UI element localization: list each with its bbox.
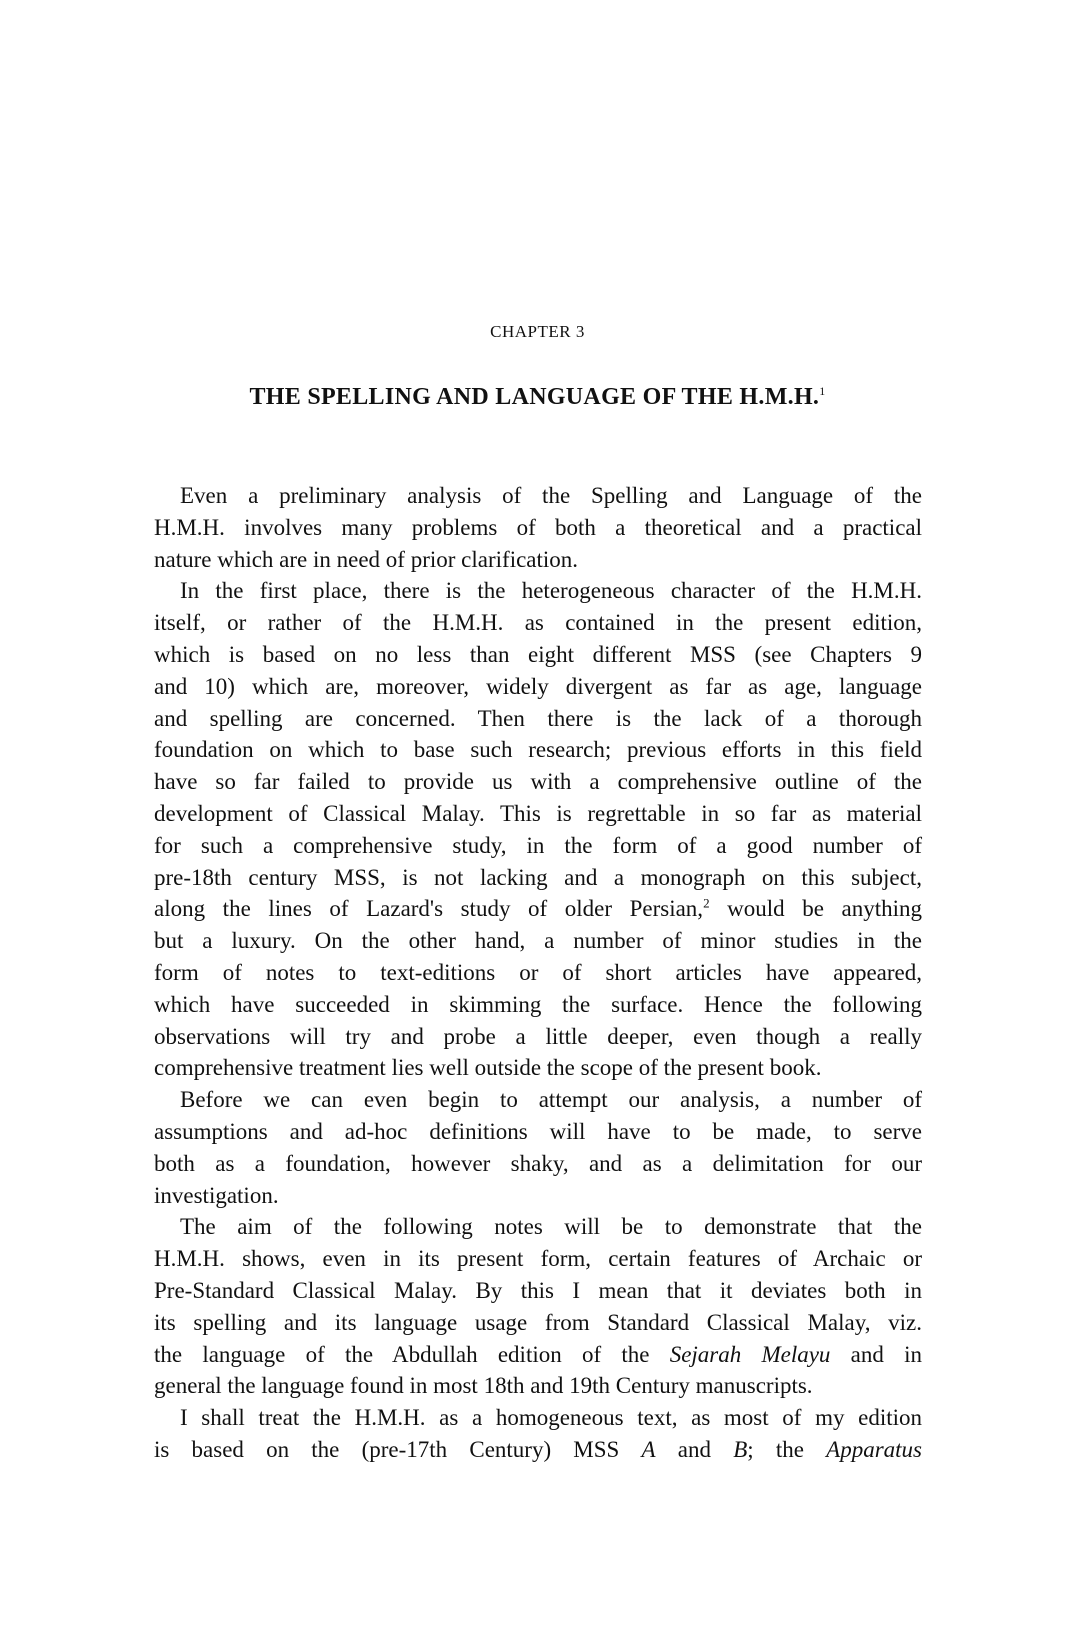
italic-ms-label: B	[733, 1436, 748, 1462]
text-line	[154, 1434, 922, 1466]
italic-title: Sejarah Melayu	[669, 1341, 831, 1367]
text-fragment: and in	[830, 1341, 922, 1367]
text-line: have so far failed to provide us with a comprehensive outline of the	[154, 769, 922, 795]
text-line: form of notes to text-editions or of short articles have appeared,	[154, 959, 922, 985]
text-line: investigation.	[154, 1182, 279, 1208]
text-line: foundation on which to base such research; previous efforts in this field	[154, 737, 922, 763]
chapter-label: CHAPTER 3	[490, 322, 585, 341]
text-fragment: ; the	[747, 1436, 827, 1462]
text-line: nature which are in need of prior clarification.	[154, 546, 579, 572]
text-line: pre-18th century MSS, is not lacking and a monograph on this subject,	[154, 864, 922, 890]
title-footnote-marker: 1	[819, 384, 826, 398]
text-line: itself, or rather of the H.M.H. as contained in the present edition,	[154, 610, 922, 636]
text-line: comprehensive treatment lies well outside the scope of the present book.	[154, 1055, 822, 1081]
italic-ms-label: A	[641, 1436, 656, 1462]
chapter-title-text: THE SPELLING AND LANGUAGE OF THE H.M.H.	[249, 384, 820, 410]
text-line: which have succeeded in skimming the surface. Hence the following	[154, 991, 922, 1017]
text-line: H.M.H. involves many problems of both a theoretical and a practical	[154, 514, 922, 540]
text-line: H.M.H. shows, even in its present form, certain features of Archaic or	[154, 1246, 922, 1272]
body-text	[154, 480, 922, 1466]
text-line: Before we can even begin to attempt our analysis, a number of	[180, 1087, 922, 1113]
chapter-title	[0, 384, 1075, 411]
text-line: Pre-Standard Classical Malay. By this I mean that it deviates both in	[154, 1277, 922, 1303]
text-fragment: would be anything	[709, 896, 922, 922]
text-line: but a luxury. On the other hand, a number of minor studies in the	[154, 928, 922, 954]
footnote-marker: 2	[703, 895, 710, 911]
text-line: and 10) which are, moreover, widely divergent as far as age, language	[154, 673, 922, 699]
text-line: and spelling are concerned. Then there is the lack of a thorough	[154, 705, 922, 731]
text-line: observations will try and probe a little deeper, even though a really	[154, 1023, 922, 1049]
text-line: assumptions and ad-hoc definitions will have to be made, to serve	[154, 1118, 922, 1144]
text-fragment: and	[655, 1436, 734, 1462]
text-line	[154, 1339, 922, 1371]
text-fragment: the language of the Abdullah edition of the	[154, 1341, 670, 1367]
text-line: development of Classical Malay. This is regrettable in so far as material	[154, 800, 922, 826]
text-line: The aim of the following notes will be to demonstrate that the	[180, 1214, 922, 1240]
text-line: I shall treat the H.M.H. as a homogeneous text, as most of my edition	[180, 1405, 922, 1431]
text-line: Even a preliminary analysis of the Spelling and Language of the	[180, 483, 922, 508]
text-line: its spelling and its language usage from Standard Classical Malay, viz.	[154, 1309, 922, 1335]
text-line	[154, 893, 922, 925]
text-fragment: along the lines of Lazard's study of older Persian,	[154, 896, 704, 922]
italic-term: Apparatus	[826, 1436, 922, 1462]
text-fragment: is based on the (pre-17th Century) MSS	[154, 1436, 642, 1462]
text-line: general the language found in most 18th and 19th Century manuscripts.	[154, 1373, 813, 1399]
text-line: In the first place, there is the heterogeneous character of the H.M.H.	[180, 578, 922, 604]
text-line: both as a foundation, however shaky, and as a delimitation for our	[154, 1150, 922, 1176]
text-line: which is based on no less than eight different MSS (see Chapters 9	[154, 641, 922, 667]
text-line: for such a comprehensive study, in the form of a good number of	[154, 832, 922, 858]
